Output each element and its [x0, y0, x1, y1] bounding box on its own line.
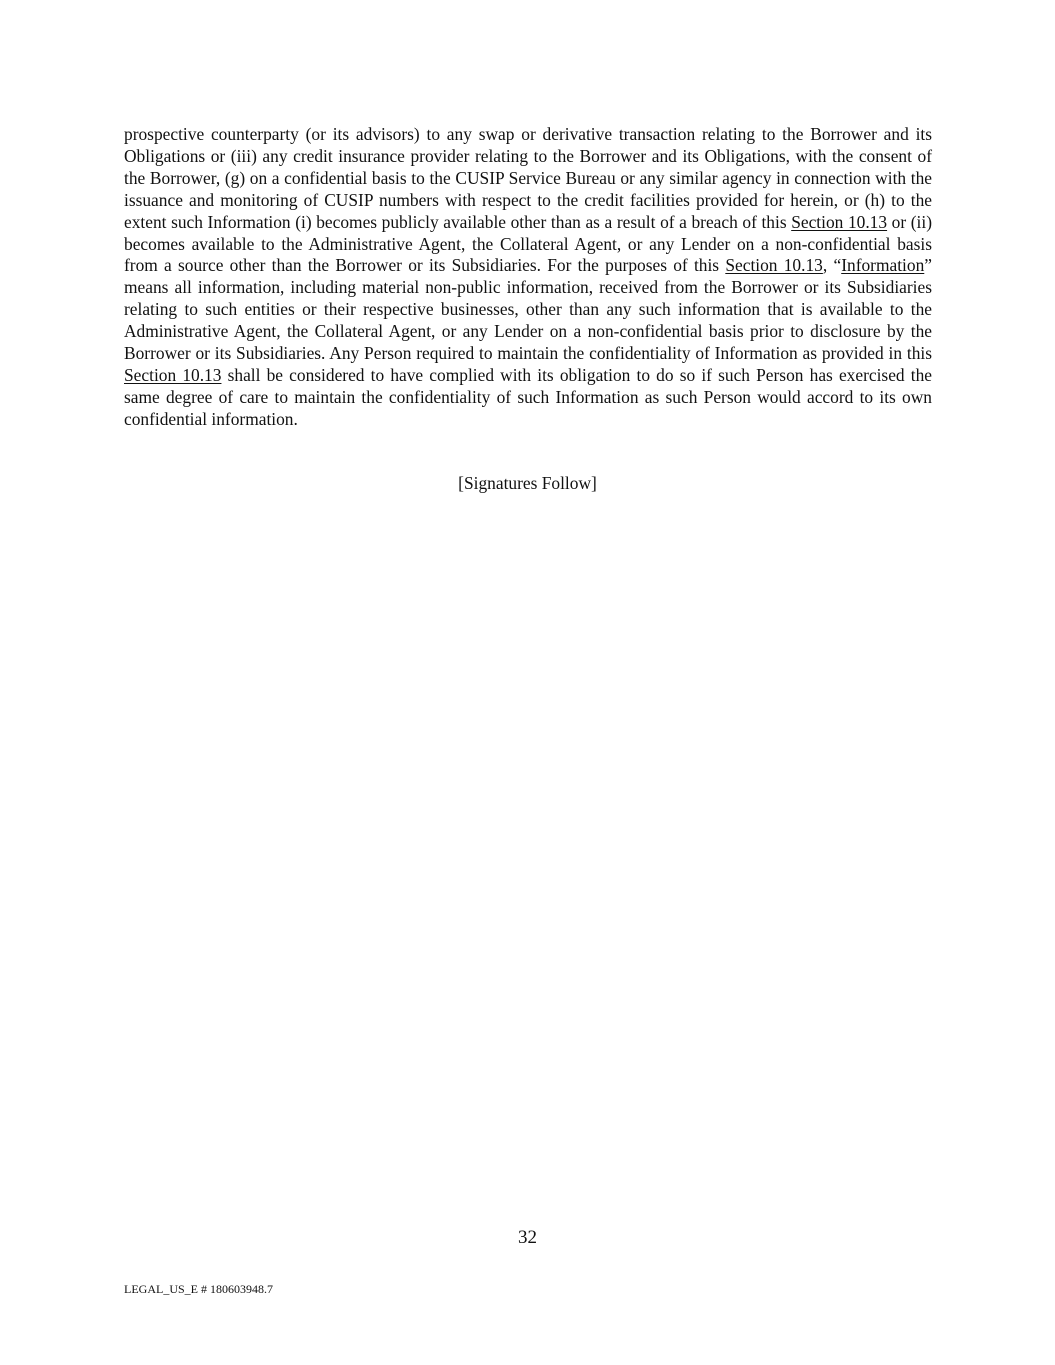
paragraph-text-5: shall be considered to have complied with its obligation to do so if such Person has exercised the same degree of care to maintain the confidentiality of such Information as such Person would accord to its own confidential information.: [124, 364, 933, 429]
document-footer-id: LEGAL_US_E # 180603948.7: [124, 1282, 273, 1296]
defined-term: Information: [841, 255, 925, 276]
body-paragraph: [124, 124, 932, 431]
section-reference: Section 10.13: [124, 364, 222, 385]
section-reference: Section 10.13: [725, 255, 823, 276]
paragraph-text-2: or (ii) becomes available to the Administrative Agent, the Collateral Agent, or any Lender on a non-confidential basis from a source other than the Borrower or its Subsidiaries. For the purposes of this: [124, 211, 932, 276]
section-reference: Section 10.13: [791, 211, 888, 232]
signatures-follow-note: [Signatures Follow]: [458, 473, 597, 493]
page-number: 32: [518, 1227, 537, 1248]
paragraph-text-4: ” means all information, including material non-public information, received from the Borrower or its Subsidiaries relating to such entities or their respective businesses, other than any such information that is available to the Administrative Agent, the Collateral Agent, or any Lender on a non-confidential basis prior to disclosure by the Borrower or its Subsidiaries. Any Person required to maintain the confidentiality of Information as provided in this: [124, 255, 933, 364]
paragraph-text-3: , “: [822, 255, 842, 276]
paragraph-text-1: prospective counterparty (or its advisors) to any swap or derivative transaction relating to the Borrower and its Obligations or (iii) any credit insurance provider relating to the Borrower and its Obligations, with the consent of the Borrower, (g) on a confidential basis to the CUSIP Service Bureau or any similar agency in connection with the issuance and monitoring of CUSIP numbers with respect to the credit facilities provided for herein, or (h) to the extent such Information (i) becomes publicly available other than as a result of a breach of this: [124, 124, 932, 232]
